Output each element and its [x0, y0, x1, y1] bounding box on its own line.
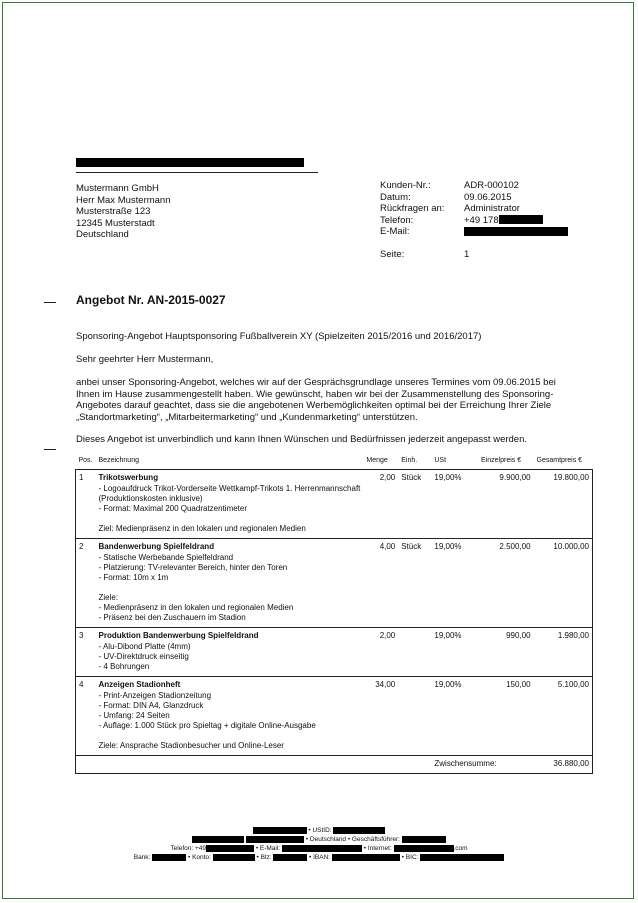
- item-description: [96, 628, 364, 677]
- subtotal-label: Zwischensumme:: [431, 756, 533, 774]
- item-pos: 2: [76, 539, 96, 628]
- contact-value: Administrator: [464, 203, 520, 214]
- phone-label: Telefon:: [380, 214, 414, 226]
- header-pos: Pos.: [76, 455, 96, 470]
- item-qty: 34,00: [363, 677, 398, 756]
- footer-vat-label: • UStID:: [308, 827, 332, 834]
- item-line: Ziel: Medienpräsenz in den lokalen und regionalen Medien: [98, 524, 306, 533]
- item-vat: 19,00%: [431, 470, 478, 539]
- item-line-gap: [99, 731, 361, 741]
- email-redacted: [464, 227, 568, 236]
- recipient-country: Deutschland: [76, 229, 129, 240]
- header-unit: Einh.: [398, 455, 431, 470]
- item-unit: Stück: [398, 470, 431, 539]
- footer-country: • Deutschland • Geschäftsführer:: [305, 836, 400, 843]
- item-line: Ziele:: [98, 593, 119, 602]
- item-line: - Umfang: 24 Seiten: [98, 711, 170, 720]
- recipient-street: Musterstraße 123: [76, 206, 151, 217]
- meta-page: [380, 249, 568, 261]
- item-unit: Stück: [398, 539, 431, 628]
- item-total: 5.100,00: [534, 677, 593, 756]
- meta-customer-no: [380, 180, 568, 192]
- item-line: - Logoaufdruck Trikot-Vorderseite Wettkampf-Trikots 1. Herrenmannschaft: [98, 484, 361, 493]
- subtotal-value: 36.880,00: [534, 756, 593, 774]
- item-line: - 4 Bohrungen: [98, 662, 150, 671]
- recipient-address: [76, 183, 171, 241]
- footer-blz-label: • Blz:: [256, 854, 272, 861]
- item-unit-price: 150,00: [478, 677, 534, 756]
- offer-title: Angebot Nr. AN-2015-0027: [76, 293, 226, 307]
- footer-line-3: [0, 844, 638, 853]
- item-total: 1.980,00: [534, 628, 593, 677]
- item-line: - Format: Maximal 200 Quadratzentimeter: [98, 504, 248, 513]
- intro-paragraph: anbei unser Sponsoring-Angebot, welches wir auf der Gesprächsgrundlage unseres Termines vom 09.06.2015 bei Ihnen im Hause zusammengestellt haben. Wie gewünscht, haben wir bei der Zusammenstellung des Sponsoring-Angebotes darauf geachtet, dass sie die angebotenen Werbemöglichkeiten optimal bei der Erreichung Ihrer Ziele „Standortmarketing“, „Mitarbeitermarketing“ und „Kundenmarketing“ unterstützen.: [76, 377, 556, 423]
- footer-bank-label: Bank:: [133, 854, 151, 861]
- footer-bic-label: • BIC:: [401, 854, 419, 861]
- date-value: 09.06.2015: [464, 191, 512, 203]
- footer-phone-label: Telefon: +49: [170, 845, 206, 852]
- page-label: Seite:: [380, 249, 405, 260]
- item-line: - Print-Anzeigen Stadionzeitung: [98, 691, 212, 700]
- item-title: Bandenwerbung Spielfeldrand: [98, 542, 215, 551]
- item-qty: 4,00: [363, 539, 398, 628]
- item-line: - Auflage: 1.000 Stück pro Spieltag + digitale Online-Ausgabe: [98, 721, 316, 730]
- item-title: Anzeigen Stadionheft: [98, 680, 181, 689]
- item-line: - Platzierung: TV-relevanter Bereich, hinter den Toren: [98, 563, 288, 572]
- footer-email-label: • E-Mail:: [255, 845, 281, 852]
- offer-subject: Sponsoring-Angebot Hauptsponsoring Fußballverein XY (Spielzeiten 2015/2016 und 2016/2017): [76, 331, 482, 342]
- fold-mark-bottom: [44, 449, 56, 450]
- meta-email: [380, 226, 568, 238]
- item-unit: [398, 628, 431, 677]
- item-total: 10.000,00: [534, 539, 593, 628]
- item-vat: 19,00%: [431, 628, 478, 677]
- footer-line-1: [0, 826, 638, 835]
- item-description: [96, 539, 364, 628]
- table-row: [76, 628, 593, 677]
- item-vat: 19,00%: [431, 539, 478, 628]
- table-row: [76, 539, 593, 628]
- item-line-gap: [99, 514, 361, 524]
- item-line: - Präsenz bei den Zuschauern im Stadion: [98, 613, 246, 622]
- item-description: [96, 677, 364, 756]
- items-table: [75, 455, 593, 774]
- header-qty: Menge: [363, 455, 398, 470]
- sender-address-redacted: [76, 154, 304, 172]
- item-line: - Alu-Dibond Platte (4mm): [98, 642, 191, 651]
- item-line: - Medienpräsenz in den lokalen und regionalen Medien: [98, 603, 294, 612]
- meta-phone: [380, 215, 568, 227]
- recipient-company: Mustermann GmbH: [76, 183, 159, 194]
- subtotal-row: [76, 756, 593, 774]
- customer-no-label: Kunden-Nr.:: [380, 180, 431, 191]
- item-title: Produktion Bandenwerbung Spielfeldrand: [98, 631, 259, 640]
- footer-account-label: • Konto:: [187, 854, 211, 861]
- item-unit-price: 990,00: [478, 628, 534, 677]
- footer-iban-label: • IBAN:: [309, 854, 331, 861]
- item-line: Ziele: Ansprache Stadionbesucher und Online-Leser: [98, 741, 284, 750]
- item-qty: 2,00: [363, 470, 398, 539]
- item-line: (Produktionskosten inklusive): [98, 494, 203, 503]
- recipient-person: Herr Max Mustermann: [76, 194, 171, 206]
- item-pos: 4: [76, 677, 96, 756]
- footer-line-4: [0, 853, 638, 862]
- phone-value: +49 178: [464, 214, 499, 226]
- footer-internet-label: • Internet:: [363, 845, 392, 852]
- footer-line-2: [0, 835, 638, 844]
- item-line: - Format: 10m x 1m: [98, 573, 169, 582]
- item-unit-price: 9.900,00: [478, 470, 534, 539]
- email-label: E-Mail:: [380, 226, 410, 237]
- table-row: [76, 470, 593, 539]
- meta-date: [380, 192, 568, 204]
- item-qty: 2,00: [363, 628, 398, 677]
- header-total: Gesamtpreis €: [534, 455, 593, 470]
- header-desc: Bezeichnung: [96, 455, 364, 470]
- item-line: - Format: DIN A4, Glanzdruck: [98, 701, 204, 710]
- page-value: 1: [464, 249, 470, 260]
- item-line: - UV-Direktdruck einseitig: [98, 652, 189, 661]
- footer: [0, 826, 638, 862]
- salutation: Sehr geehrter Herr Mustermann,: [76, 354, 214, 365]
- header-unit-price: Einzelpreis €: [478, 455, 534, 470]
- phone-redacted: [499, 215, 543, 224]
- sender-divider: [76, 172, 318, 173]
- contact-label: Rückfragen an:: [380, 203, 445, 214]
- header-vat: USt: [431, 455, 478, 470]
- date-label: Datum:: [380, 191, 411, 203]
- item-pos: 3: [76, 628, 96, 677]
- document-meta: [380, 180, 568, 261]
- footer-internet-suffix: .com: [453, 845, 468, 852]
- item-unit: [398, 677, 431, 756]
- offer-note: Dieses Angebot ist unverbindlich und kann Ihnen Wünschen und Bedürfnissen jederzeit angepasst werden.: [76, 434, 528, 445]
- item-total: 19.800,00: [534, 470, 593, 539]
- table-header-row: [76, 455, 593, 470]
- item-line: - Statische Werbebande Spielfeldrand: [98, 553, 234, 562]
- table-row: [76, 677, 593, 756]
- recipient-city: 12345 Musterstadt: [76, 217, 155, 229]
- item-description: [96, 470, 364, 539]
- item-title: Trikotswerbung: [98, 473, 159, 482]
- item-vat: 19,00%: [431, 677, 478, 756]
- item-pos: 1: [76, 470, 96, 539]
- customer-no-value: ADR-000102: [464, 180, 519, 191]
- meta-contact: [380, 203, 568, 215]
- item-unit-price: 2.500,00: [478, 539, 534, 628]
- fold-mark-top: [44, 302, 56, 303]
- item-line-gap: [99, 583, 361, 593]
